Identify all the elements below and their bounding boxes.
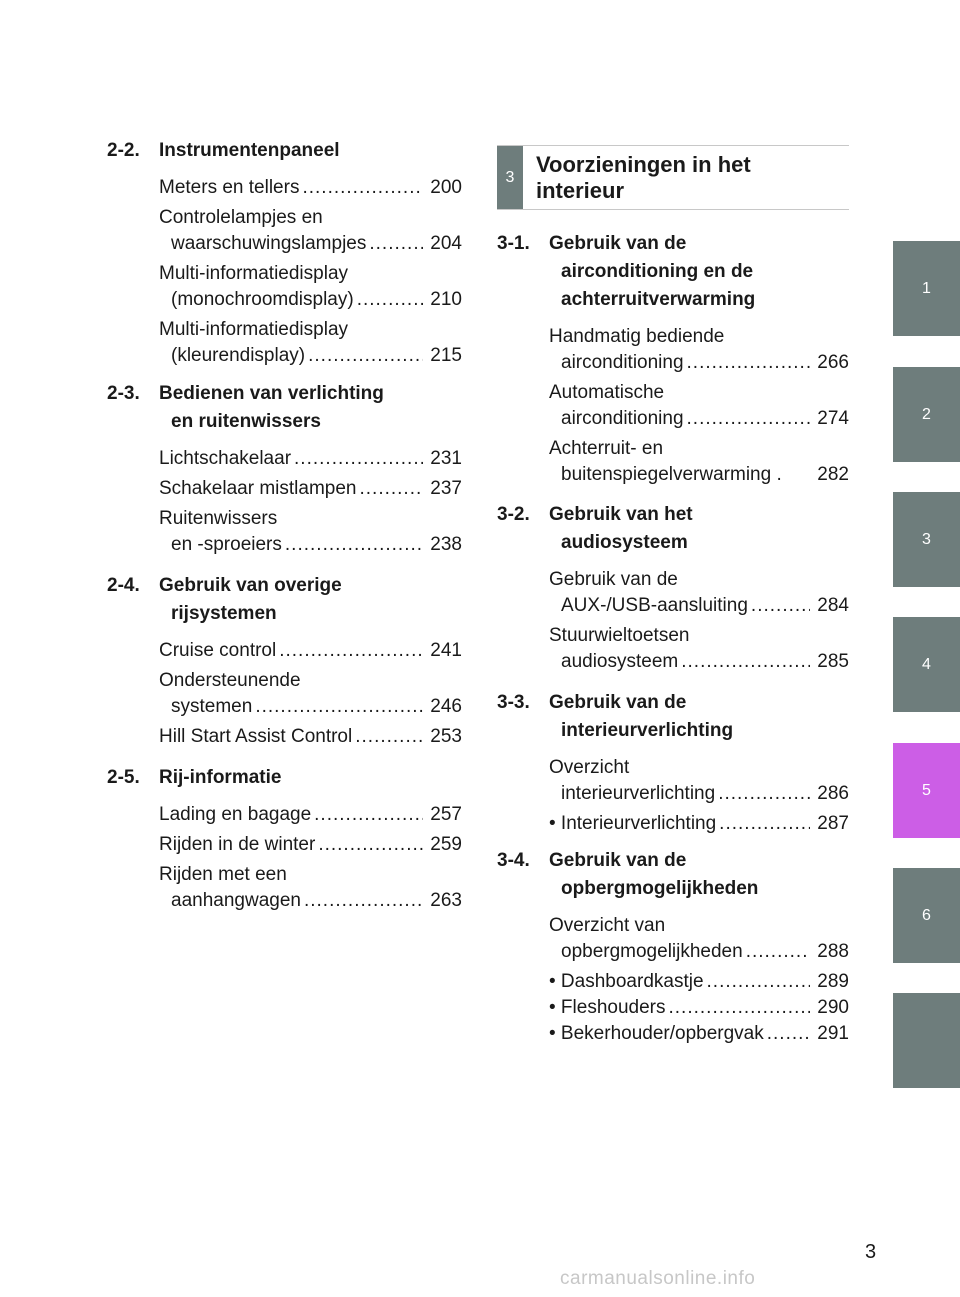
page-ref: 282 xyxy=(817,464,849,485)
section-number: 3-3. xyxy=(497,692,530,713)
toc-section-2-5 xyxy=(107,764,462,918)
page-ref: 215 xyxy=(430,345,462,366)
toc-section-2-2 xyxy=(107,137,462,373)
section-number: 2-2. xyxy=(107,140,140,161)
toc-entry[interactable]: Overzicht van opbergmogelijkheden ..... 288 xyxy=(549,913,849,965)
toc-entry[interactable]: • Fleshouders ..... 290 xyxy=(549,995,849,1021)
page-ref: 274 xyxy=(817,408,849,429)
toc-entry[interactable]: Stuurwieltoetsen audiosysteem ..... 285 xyxy=(549,623,849,675)
toc-entry[interactable]: Handmatig bediende airconditioning ..... 266 xyxy=(549,324,849,376)
entry-list xyxy=(159,446,462,558)
page-ref: 287 xyxy=(817,813,849,834)
section-title: Gebruik van het audiosysteem xyxy=(549,504,693,553)
page-ref: 284 xyxy=(817,595,849,616)
section-title: Gebruik van de interieurverlichting xyxy=(549,692,734,741)
page-ref: 263 xyxy=(430,890,462,911)
chapter-tab-4[interactable]: 4 xyxy=(893,617,960,712)
toc-section-3-3 xyxy=(497,689,849,841)
section-title: Gebruik van de opbergmogelijkheden xyxy=(549,850,759,899)
toc-section-2-4 xyxy=(107,572,462,754)
chapter-tab-3[interactable]: 3 xyxy=(893,492,960,587)
toc-entry[interactable]: Rijden in de winter ..... 259 xyxy=(159,832,462,858)
section-title: Rij-informatie xyxy=(159,767,282,788)
chapter-tab-2[interactable]: 2 xyxy=(893,367,960,462)
toc-entry[interactable]: • Interieurverlichting ..... 287 xyxy=(549,811,849,837)
section-heading xyxy=(497,501,849,557)
chapter-tab-5[interactable]: 5 xyxy=(893,743,960,838)
page-ref: 291 xyxy=(817,1023,849,1044)
toc-entry[interactable]: • Bekerhouder/opbergvak ..... 291 xyxy=(549,1021,849,1047)
page-ref: 257 xyxy=(430,804,462,825)
chapter-number: 3 xyxy=(497,146,523,209)
page-ref: 231 xyxy=(430,448,462,469)
section-heading xyxy=(107,572,462,628)
toc-section-3-4 xyxy=(497,847,849,1051)
toc-entry[interactable]: • Dashboardkastje ..... 289 xyxy=(549,969,849,995)
toc-entry[interactable]: Meters en tellers ..... 200 xyxy=(159,175,462,201)
toc-entry[interactable]: Overzicht interieurverlichting ..... 286 xyxy=(549,755,849,807)
chapter-tab-7[interactable] xyxy=(893,993,960,1088)
section-heading xyxy=(497,230,849,314)
toc-entry[interactable]: Cruise control ..... 241 xyxy=(159,638,462,664)
toc-section-2-3 xyxy=(107,380,462,562)
page-ref: 238 xyxy=(430,534,462,555)
toc-entry[interactable]: Schakelaar mistlampen ..... 237 xyxy=(159,476,462,502)
section-heading xyxy=(497,689,849,745)
page-ref: 200 xyxy=(430,177,462,198)
entry-list xyxy=(159,802,462,914)
entry-list xyxy=(549,913,849,1047)
page-number: 3 xyxy=(865,1241,877,1263)
section-number: 3-1. xyxy=(497,233,530,254)
toc-entry[interactable]: Multi-informatiedisplay (monochroomdisplay) ..... 210 xyxy=(159,261,462,313)
page-ref: 204 xyxy=(430,233,462,254)
entry-list xyxy=(159,638,462,750)
toc-section-3-2 xyxy=(497,501,849,679)
section-heading xyxy=(497,847,849,903)
entry-list xyxy=(159,175,462,369)
page-ref: 288 xyxy=(817,941,849,962)
page-ref: 237 xyxy=(430,478,462,499)
toc-entry[interactable]: Automatische airconditioning ..... 274 xyxy=(549,380,849,432)
chapter-banner[interactable] xyxy=(497,145,849,210)
page-ref: 290 xyxy=(817,997,849,1018)
chapter-tab-6[interactable]: 6 xyxy=(893,868,960,963)
watermark: carmanualsonline.info xyxy=(560,1268,756,1289)
toc-entry[interactable]: Lading en bagage ..... 257 xyxy=(159,802,462,828)
page-ref: 253 xyxy=(430,726,462,747)
page-ref: 289 xyxy=(817,971,849,992)
entry-list xyxy=(549,567,849,675)
section-number: 3-2. xyxy=(497,504,530,525)
section-title: Instrumentenpaneel xyxy=(159,140,340,161)
section-title: Gebruik van overige rijsystemen xyxy=(159,575,342,624)
entry-list xyxy=(549,324,849,488)
toc-entry[interactable]: Achterruit- en buitenspiegelverwarming . 282 xyxy=(549,436,849,488)
toc-entry[interactable]: Gebruik van de AUX-/USB-aansluiting ..... 284 xyxy=(549,567,849,619)
entry-list xyxy=(549,755,849,837)
section-number: 2-5. xyxy=(107,767,140,788)
toc-entry[interactable]: Ruitenwissers en -sproeiers ..... 238 xyxy=(159,506,462,558)
page-ref: 285 xyxy=(817,651,849,672)
section-number: 3-4. xyxy=(497,850,530,871)
page-ref: 259 xyxy=(430,834,462,855)
chapter-tab-1[interactable]: 1 xyxy=(893,241,960,336)
page-ref: 241 xyxy=(430,640,462,661)
page-ref: 210 xyxy=(430,289,462,310)
chapter-title: Voorzieningen in het interieur xyxy=(536,151,751,203)
page-ref: 286 xyxy=(817,783,849,804)
page-ref: 266 xyxy=(817,352,849,373)
toc-section-3-1 xyxy=(497,230,849,492)
toc-entry[interactable]: Hill Start Assist Control ..... 253 xyxy=(159,724,462,750)
section-title: Bedienen van verlichting en ruitenwissers xyxy=(159,383,384,432)
toc-entry[interactable]: Ondersteunende systemen ..... 246 xyxy=(159,668,462,720)
section-heading xyxy=(107,137,462,165)
section-title: Gebruik van de airconditioning en de achterruitverwarming xyxy=(549,233,756,310)
section-heading xyxy=(107,380,462,436)
toc-entry[interactable]: Multi-informatiedisplay (kleurendisplay) ..... 215 xyxy=(159,317,462,369)
toc-entry[interactable]: Lichtschakelaar ..... 231 xyxy=(159,446,462,472)
section-number: 2-4. xyxy=(107,575,140,596)
section-heading xyxy=(107,764,462,792)
toc-entry[interactable]: Controlelampjes en waarschuwingslampjes ..... 204 xyxy=(159,205,462,257)
page-ref: 246 xyxy=(430,696,462,717)
toc-entry[interactable]: Rijden met een aanhangwagen ..... 263 xyxy=(159,862,462,914)
section-number: 2-3. xyxy=(107,383,140,404)
